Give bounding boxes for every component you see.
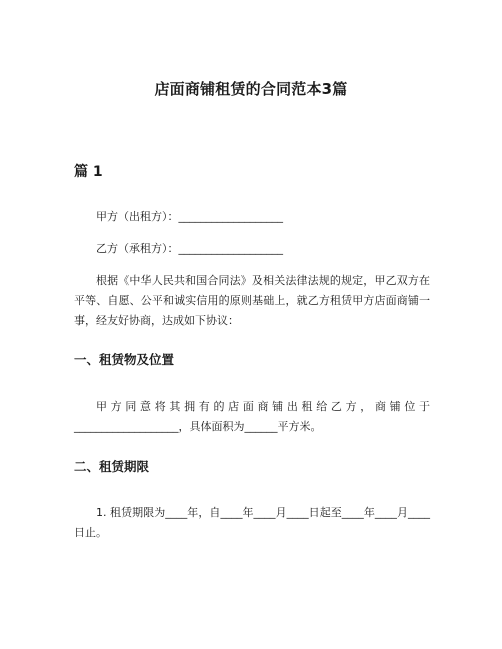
clause-2-item-1: 1. 租赁期限为____年，自____年____月____日起至____年____月____日止。 [74,506,430,539]
clause-1-heading: 一、租赁物及位置 [74,352,175,367]
intro-paragraph: 根据《中华人民共和国合同法》及相关法律法规的规定，甲乙双方在平等、自愿、公平和诚实信用的原则基础上，就乙方租赁甲方店面商铺一事，经友好协商，达成如下协议： [74,274,430,327]
clause-1-text: 甲方同意将其拥有的店面商铺出租给乙方，商铺位于___________________，具体面积为______平方米。 [74,400,430,433]
document-title: 店面商铺租赁的合同范本3篇 [154,80,348,98]
party-a-line: 甲方（出租方）：___________________ [96,210,283,223]
section-heading: 篇 1 [74,164,103,180]
clause-2-heading: 二、租赁期限 [74,459,150,474]
party-b-line: 乙方（承租方）：___________________ [96,242,283,255]
